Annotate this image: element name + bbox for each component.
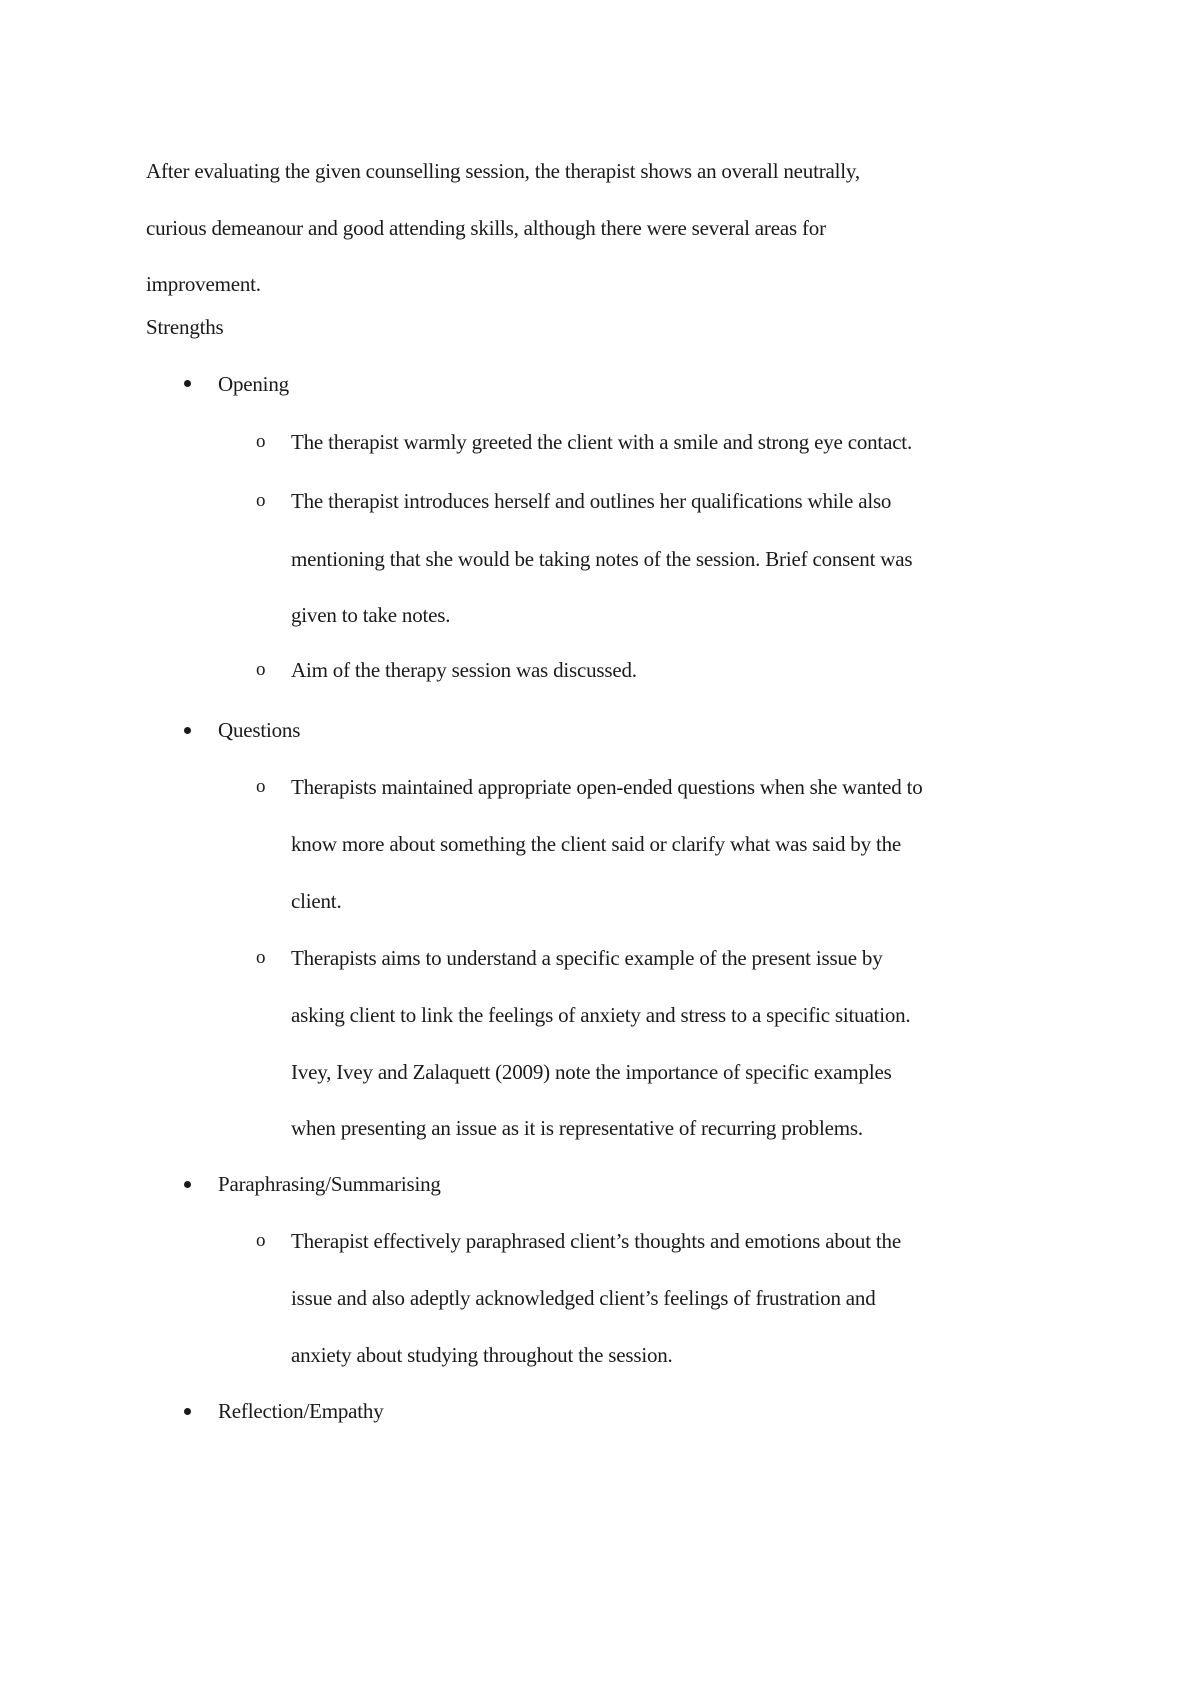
sub-bullet-line: The therapist warmly greeted the client with a smile and strong eye contact. xyxy=(291,430,912,454)
bullet-label-paraphrasing: Paraphrasing/Summarising xyxy=(218,1172,441,1196)
sub-bullet-marker: o xyxy=(256,776,266,797)
sub-bullet-marker: o xyxy=(256,490,266,511)
sub-bullet-line: client. xyxy=(291,889,342,913)
sub-bullet-marker: o xyxy=(256,1230,266,1251)
sub-bullet-line: when presenting an issue as it is representative of recurring problems. xyxy=(291,1116,863,1140)
intro-line: After evaluating the given counselling session, the therapist shows an overall neutrally, xyxy=(146,159,860,183)
bullet-label-reflection: Reflection/Empathy xyxy=(218,1399,384,1423)
section-heading-strengths: Strengths xyxy=(146,315,224,339)
sub-bullet-line: Therapists maintained appropriate open-ended questions when she wanted to xyxy=(291,775,923,799)
sub-bullet-line: Aim of the therapy session was discussed. xyxy=(291,658,637,682)
intro-line: curious demeanour and good attending skills, although there were several areas for xyxy=(146,215,826,240)
sub-bullet-line: Ivey, Ivey and Zalaquett (2009) note the importance of specific examples xyxy=(291,1060,892,1084)
intro-line: improvement. xyxy=(146,272,261,297)
sub-bullet-line: mentioning that she would be taking notes of the session. Brief consent was xyxy=(291,547,913,571)
bullet-dot xyxy=(184,1408,191,1415)
sub-bullet-marker: o xyxy=(256,431,266,452)
sub-bullet-marker: o xyxy=(256,947,266,968)
sub-bullet-line: The therapist introduces herself and outlines her qualifications while also xyxy=(291,489,892,513)
sub-bullet-marker: o xyxy=(256,659,266,680)
sub-bullet-line: issue and also adeptly acknowledged client’s feelings of frustration and xyxy=(291,1286,876,1310)
sub-bullet-line: Therapist effectively paraphrased client’s thoughts and emotions about the xyxy=(291,1229,901,1253)
intro-paragraph xyxy=(146,143,1046,313)
bullet-dot xyxy=(184,727,191,734)
sub-bullet-line: given to take notes. xyxy=(291,603,451,627)
bullet-label-questions: Questions xyxy=(218,718,301,742)
bullet-dot xyxy=(184,380,191,387)
bullet-label-opening: Opening xyxy=(218,372,289,396)
bullet-dot xyxy=(184,1181,191,1188)
sub-bullet-line: know more about something the client said or clarify what was said by the xyxy=(291,832,901,856)
sub-bullet-line: asking client to link the feelings of anxiety and stress to a specific situation. xyxy=(291,1003,911,1027)
sub-bullet-line: Therapists aims to understand a specific example of the present issue by xyxy=(291,946,883,970)
sub-bullet-line: anxiety about studying throughout the session. xyxy=(291,1343,673,1367)
